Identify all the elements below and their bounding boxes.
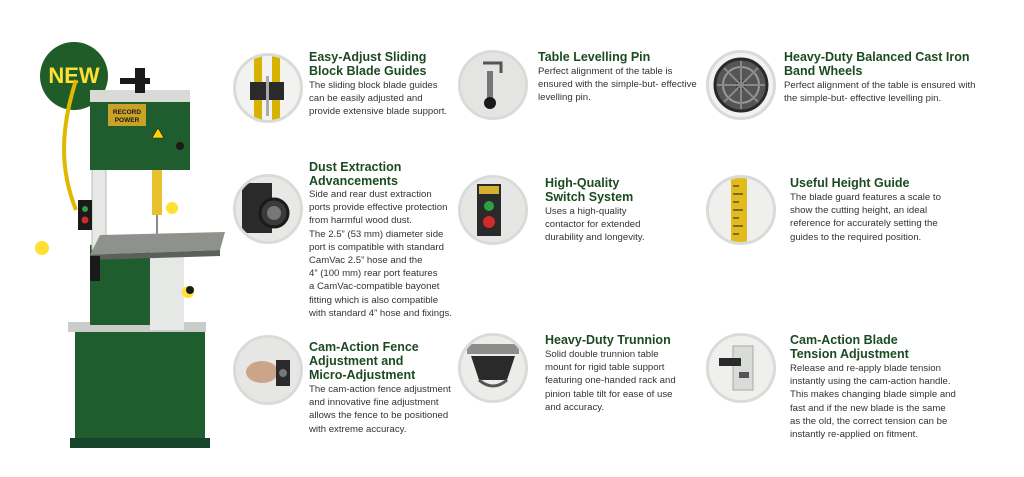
switch-system-thumbnail <box>458 175 528 245</box>
feature-title-blade-guides: Easy-Adjust Sliding Block Blade Guides <box>309 50 427 78</box>
feature-title-switch-system: High-Quality Switch System <box>545 176 634 204</box>
trunnion-icon <box>461 336 525 400</box>
height-guide-thumbnail <box>706 175 776 245</box>
feature-title-blade-tension: Cam-Action Blade Tension Adjustment <box>790 333 909 361</box>
tension-handle-icon <box>709 336 773 400</box>
dust-extraction-thumbnail <box>233 174 303 244</box>
feature-desc-band-wheels: Perfect alignment of the table is ensured with the simple-but- effective levelling pin. <box>784 80 976 105</box>
levelling-pin-icon <box>461 53 525 117</box>
height-scale-icon <box>709 178 773 242</box>
brand-bottom-text: POWER <box>114 117 140 124</box>
feature-desc-trunnion: Solid double trunnion table mount for rigid table support featuring one-handed rack and pinion table tilt for ease of use and accuracy. <box>545 349 676 413</box>
fence-knob-icon <box>236 338 300 402</box>
feature-title-fence-adjustment: Cam-Action Fence Adjustment and Micro-Adjustment <box>309 340 419 382</box>
new-badge-label: NEW <box>48 63 100 88</box>
switch-icon <box>461 178 525 242</box>
band-wheels-thumbnail <box>706 50 776 120</box>
feature-desc-height-guide: The blade guard features a scale to show the cutting height, an ideal reference for accurately setting the guides to the required position. <box>790 192 941 243</box>
feature-desc-dust-extraction: Side and rear dust extraction ports provide effective protection from harmful wood dust. The 2.5” (53 mm) diameter side port is compatible with standard CamVac 2.5” hose and the 4” (100 mm) rear port features a CamVac-compatible bayonet fitting which is also compatible with standard 4” hose and fixings. <box>309 189 452 319</box>
trunnion-thumbnail <box>458 333 528 403</box>
feature-title-trunnion: Heavy-Duty Trunnion <box>545 333 671 347</box>
wheel-icon <box>709 53 773 117</box>
feature-title-band-wheels: Heavy-Duty Balanced Cast Iron Band Wheels <box>784 50 970 78</box>
feature-title-height-guide: Useful Height Guide <box>790 176 910 190</box>
blade-guide-icon <box>236 56 300 120</box>
feature-desc-levelling-pin: Perfect alignment of the table is ensured with the simple-but- effective levelling pin. <box>538 66 697 104</box>
blade-tension-thumbnail <box>706 333 776 403</box>
feature-desc-switch-system: Uses a high-quality contactor for extended durability and longevity. <box>545 206 645 244</box>
blade-guides-thumbnail <box>233 53 303 123</box>
feature-desc-fence-adjustment: The cam-action fence adjustment and innovative fine adjustment allows the fence to be positioned with extreme accuracy. <box>309 384 451 435</box>
levelling-pin-thumbnail <box>458 50 528 120</box>
feature-title-dust-extraction: Dust Extraction Advancements <box>309 160 402 188</box>
brand-top-text: RECORD <box>112 109 142 116</box>
feature-title-levelling-pin: Table Levelling Pin <box>538 50 651 64</box>
dust-port-icon <box>236 177 300 241</box>
feature-desc-blade-guides: The sliding block blade guides can be easily adjusted and provide extensive blade support. <box>309 80 448 118</box>
fence-adjustment-thumbnail <box>233 335 303 405</box>
feature-desc-blade-tension: Release and re-apply blade tension instantly using the cam-action handle. This makes changing blade simple and fast and if the new blade is the same as the old, the correct tension can be instantly re-applied on fitment. <box>790 363 956 441</box>
bandsaw-product-image <box>30 60 240 460</box>
